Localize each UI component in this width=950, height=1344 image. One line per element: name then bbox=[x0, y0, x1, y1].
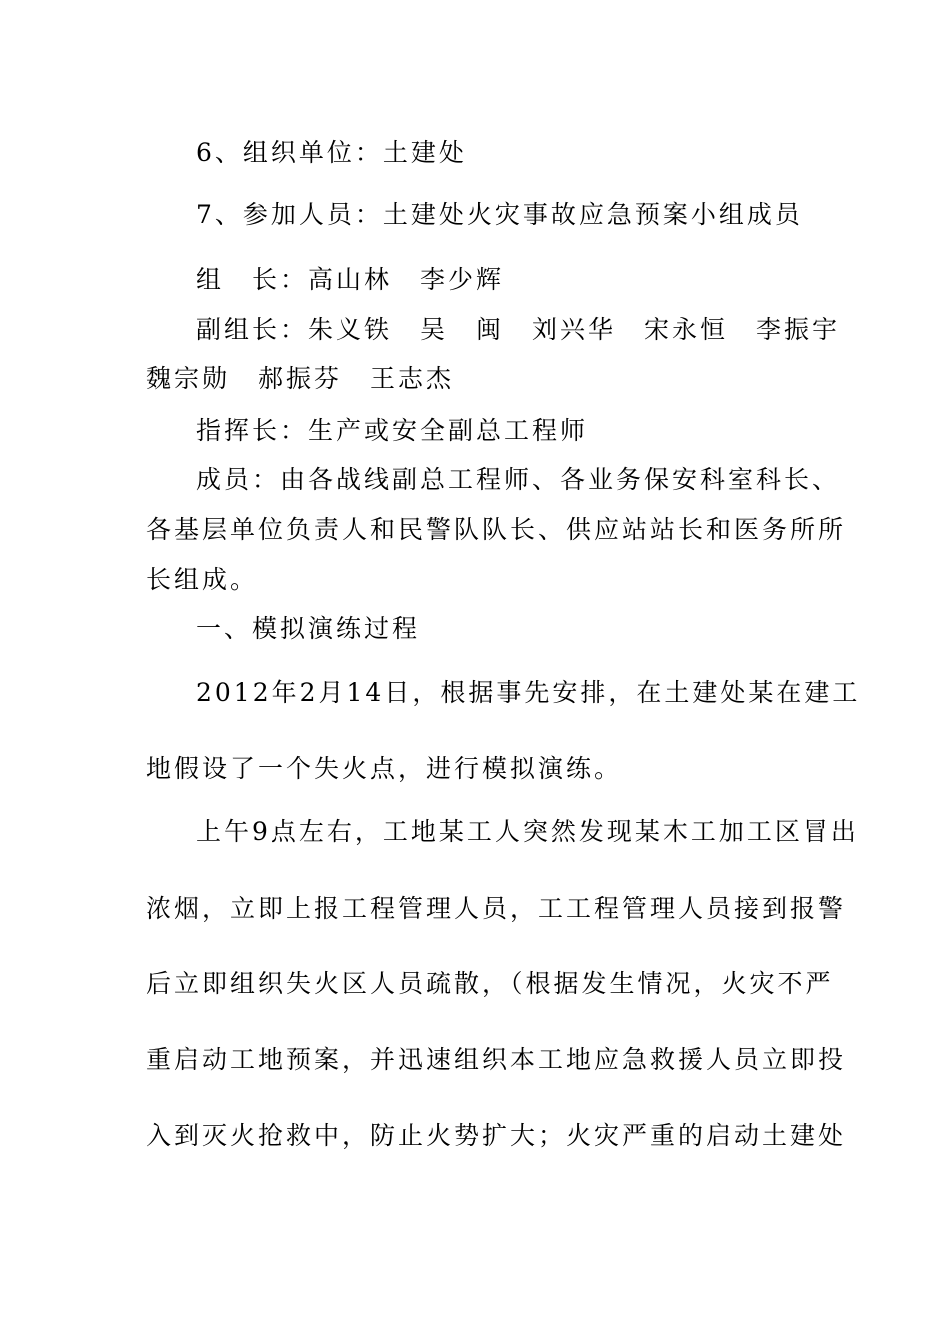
text-line-commander: 指挥长：生产或安全副总工程师 bbox=[196, 416, 589, 445]
text-line-participants: 7、参加人员：土建处火灾事故应急预案小组成员 bbox=[196, 200, 803, 229]
text-line-drill-date-cont: 地假设了一个失火点，进行模拟演练。 bbox=[146, 754, 623, 783]
text-line-morning-event-cont-1: 浓烟，立即上报工程管理人员，工工程管理人员接到报警 bbox=[146, 894, 847, 923]
text-line-drill-date: 2012年2月14日，根据事先安排，在土建处某在建工 bbox=[196, 678, 861, 707]
text-line-morning-event-cont-4: 入到灭火抢救中，防止火势扩大；火灾严重的启动土建处 bbox=[146, 1121, 847, 1150]
text-line-morning-event-cont-2: 后立即组织失火区人员疏散，（根据发生情况，火灾不严 bbox=[146, 969, 834, 998]
text-line-morning-event-cont-3: 重启动工地预案，并迅速组织本工地应急救援人员立即投 bbox=[146, 1045, 847, 1074]
text-line-organizing-unit: 6、组织单位：土建处 bbox=[196, 138, 467, 167]
text-line-team-leader: 组 长：高山林 李少辉 bbox=[196, 265, 505, 294]
text-line-members: 成员：由各战线副总工程师、各业务保安科室科长、 bbox=[196, 465, 841, 494]
text-line-morning-event: 上午9点左右，工地某工人突然发现某木工加工区冒出 bbox=[196, 817, 859, 846]
text-line-members-cont-2: 长组成。 bbox=[146, 565, 259, 594]
text-line-deputy-leader-cont: 魏宗勋 郝振芬 王志杰 bbox=[146, 364, 455, 393]
section-heading-drill-process: 一、模拟演练过程 bbox=[196, 614, 421, 643]
text-line-members-cont-1: 各基层单位负责人和民警队队长、供应站站长和医务所所 bbox=[146, 515, 847, 544]
text-line-deputy-leader: 副组长：朱义铁 吴 闽 刘兴华 宋永恒 李振宇 bbox=[196, 315, 841, 344]
